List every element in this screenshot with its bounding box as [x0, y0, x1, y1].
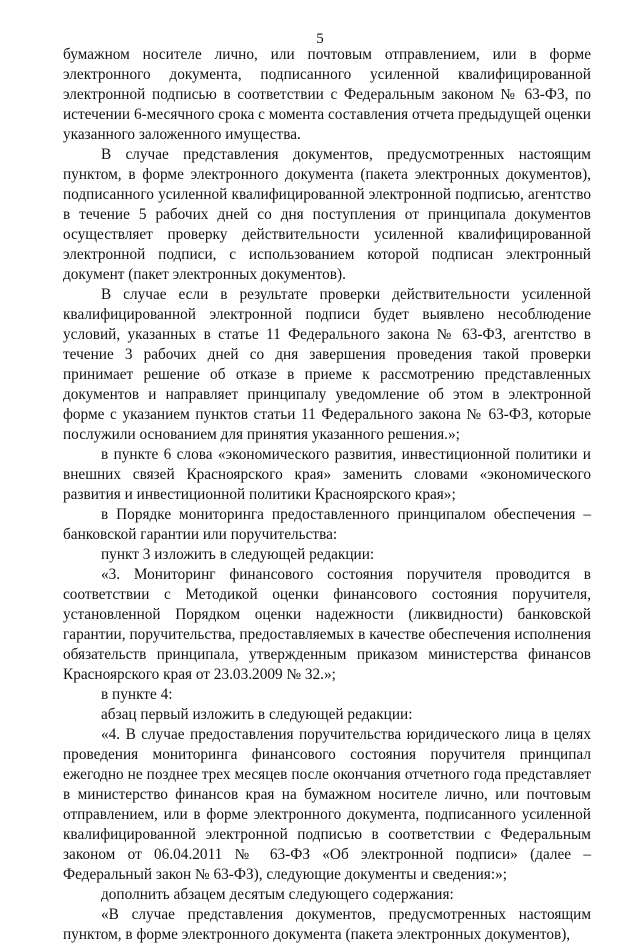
paragraph-monitoring-procedure: в Порядке мониторинга предоставленного принципалом обеспечения – банковской гарантии или поручительства: — [63, 506, 591, 543]
paragraph-item-3-text: «3. Мониторинг финансового состояния поручителя проводится в соответствии с Методикой оценки финансового состояния поручителя, установленной Порядком оценки надежности (ликвидности) банковской гарантии, поручительства, предоставляемых в качестве обеспечения исполнения обязательств принципала, утвержденным приказом министерства финансов Красноярского края от 23.03.2009 № 32.»; — [63, 566, 591, 683]
paragraph-item-4-text: «4. В случае предоставления поручительства юридического лица в целях проведения мониторинга финансового состояния поручителя принципал ежегодно не позднее трех месяцев после окончания отчетного года представляет в министерство финансов края на бумажном носителе лично, или почтовым отправлением, или в форме электронного документа, подписанного усиленной квалифицированной электронной подписью в соответствии с Федеральным законом от 06.04.2011 № 63-ФЗ «Об электронной подписи» (далее – Федеральный закон № 63-ФЗ), следующие документы и сведения:»; — [63, 726, 591, 883]
page-number: 5 — [316, 31, 324, 47]
paragraph-signature-check: В случае если в результате проверки действительности усиленной квалифицированной электронной подписи будет выявлено несоблюдение условий, указанных в статье 11 Федерального закона № 63-ФЗ, агентство в течение 3 рабочих дней со дня завершения проведения такой проверки принимает решение об отказе в приеме к рассмотрению представленных документов и направляет принципалу уведомление об этом в электронной форме с указанием пунктов статьи 11 Федерального закона № 63-ФЗ, которые послужили основанием для принятия указанного решения.»; — [63, 286, 591, 443]
paragraph-tenth-abzac-intro: дополнить абзацем десятым следующего содержания: — [101, 886, 454, 903]
document-body — [63, 45, 591, 945]
paragraph-first-abzac-intro: абзац первый изложить в следующей редакции: — [101, 706, 413, 723]
paragraph-electronic-submission: В случае представления документов, предусмотренных настоящим пунктом, в форме электронного документа (пакета электронных документов), подписанного усиленной квалифицированной электронной подписью, агентство в течение 5 рабочих дней со дня поступления от принципала документов осуществляет проверку действительности усиленной квалифицированной электронной подписи, с использованием которой подписан электронный документ (пакет электронных документов). — [63, 146, 591, 283]
paragraph-item-6-wording: в пункте 6 слова «экономического развития, инвестиционной политики и внешних связей Красноярского края» заменить словами «экономического развития и инвестиционной политики Красноярского края»; — [63, 446, 591, 503]
paragraph-continuation: бумажном носителе лично, или почтовым отправлением, или в форме электронного документа, подписанного усиленной квалифицированной электронной подписью в соответствии с Федеральным законом № 63-ФЗ, по истечении 6-месячного срока с момента составления отчета предыдущей оценки указанного заложенного имущества. — [63, 46, 591, 143]
paragraph-tenth-abzac-text: «В случае представления документов, предусмотренных настоящим пунктом, в форме электронного документа (пакета электронных документов), — [63, 906, 591, 943]
paragraph-item-3-intro: пункт 3 изложить в следующей редакции: — [101, 546, 375, 563]
paragraph-item-4-intro: в пункте 4: — [101, 686, 173, 703]
